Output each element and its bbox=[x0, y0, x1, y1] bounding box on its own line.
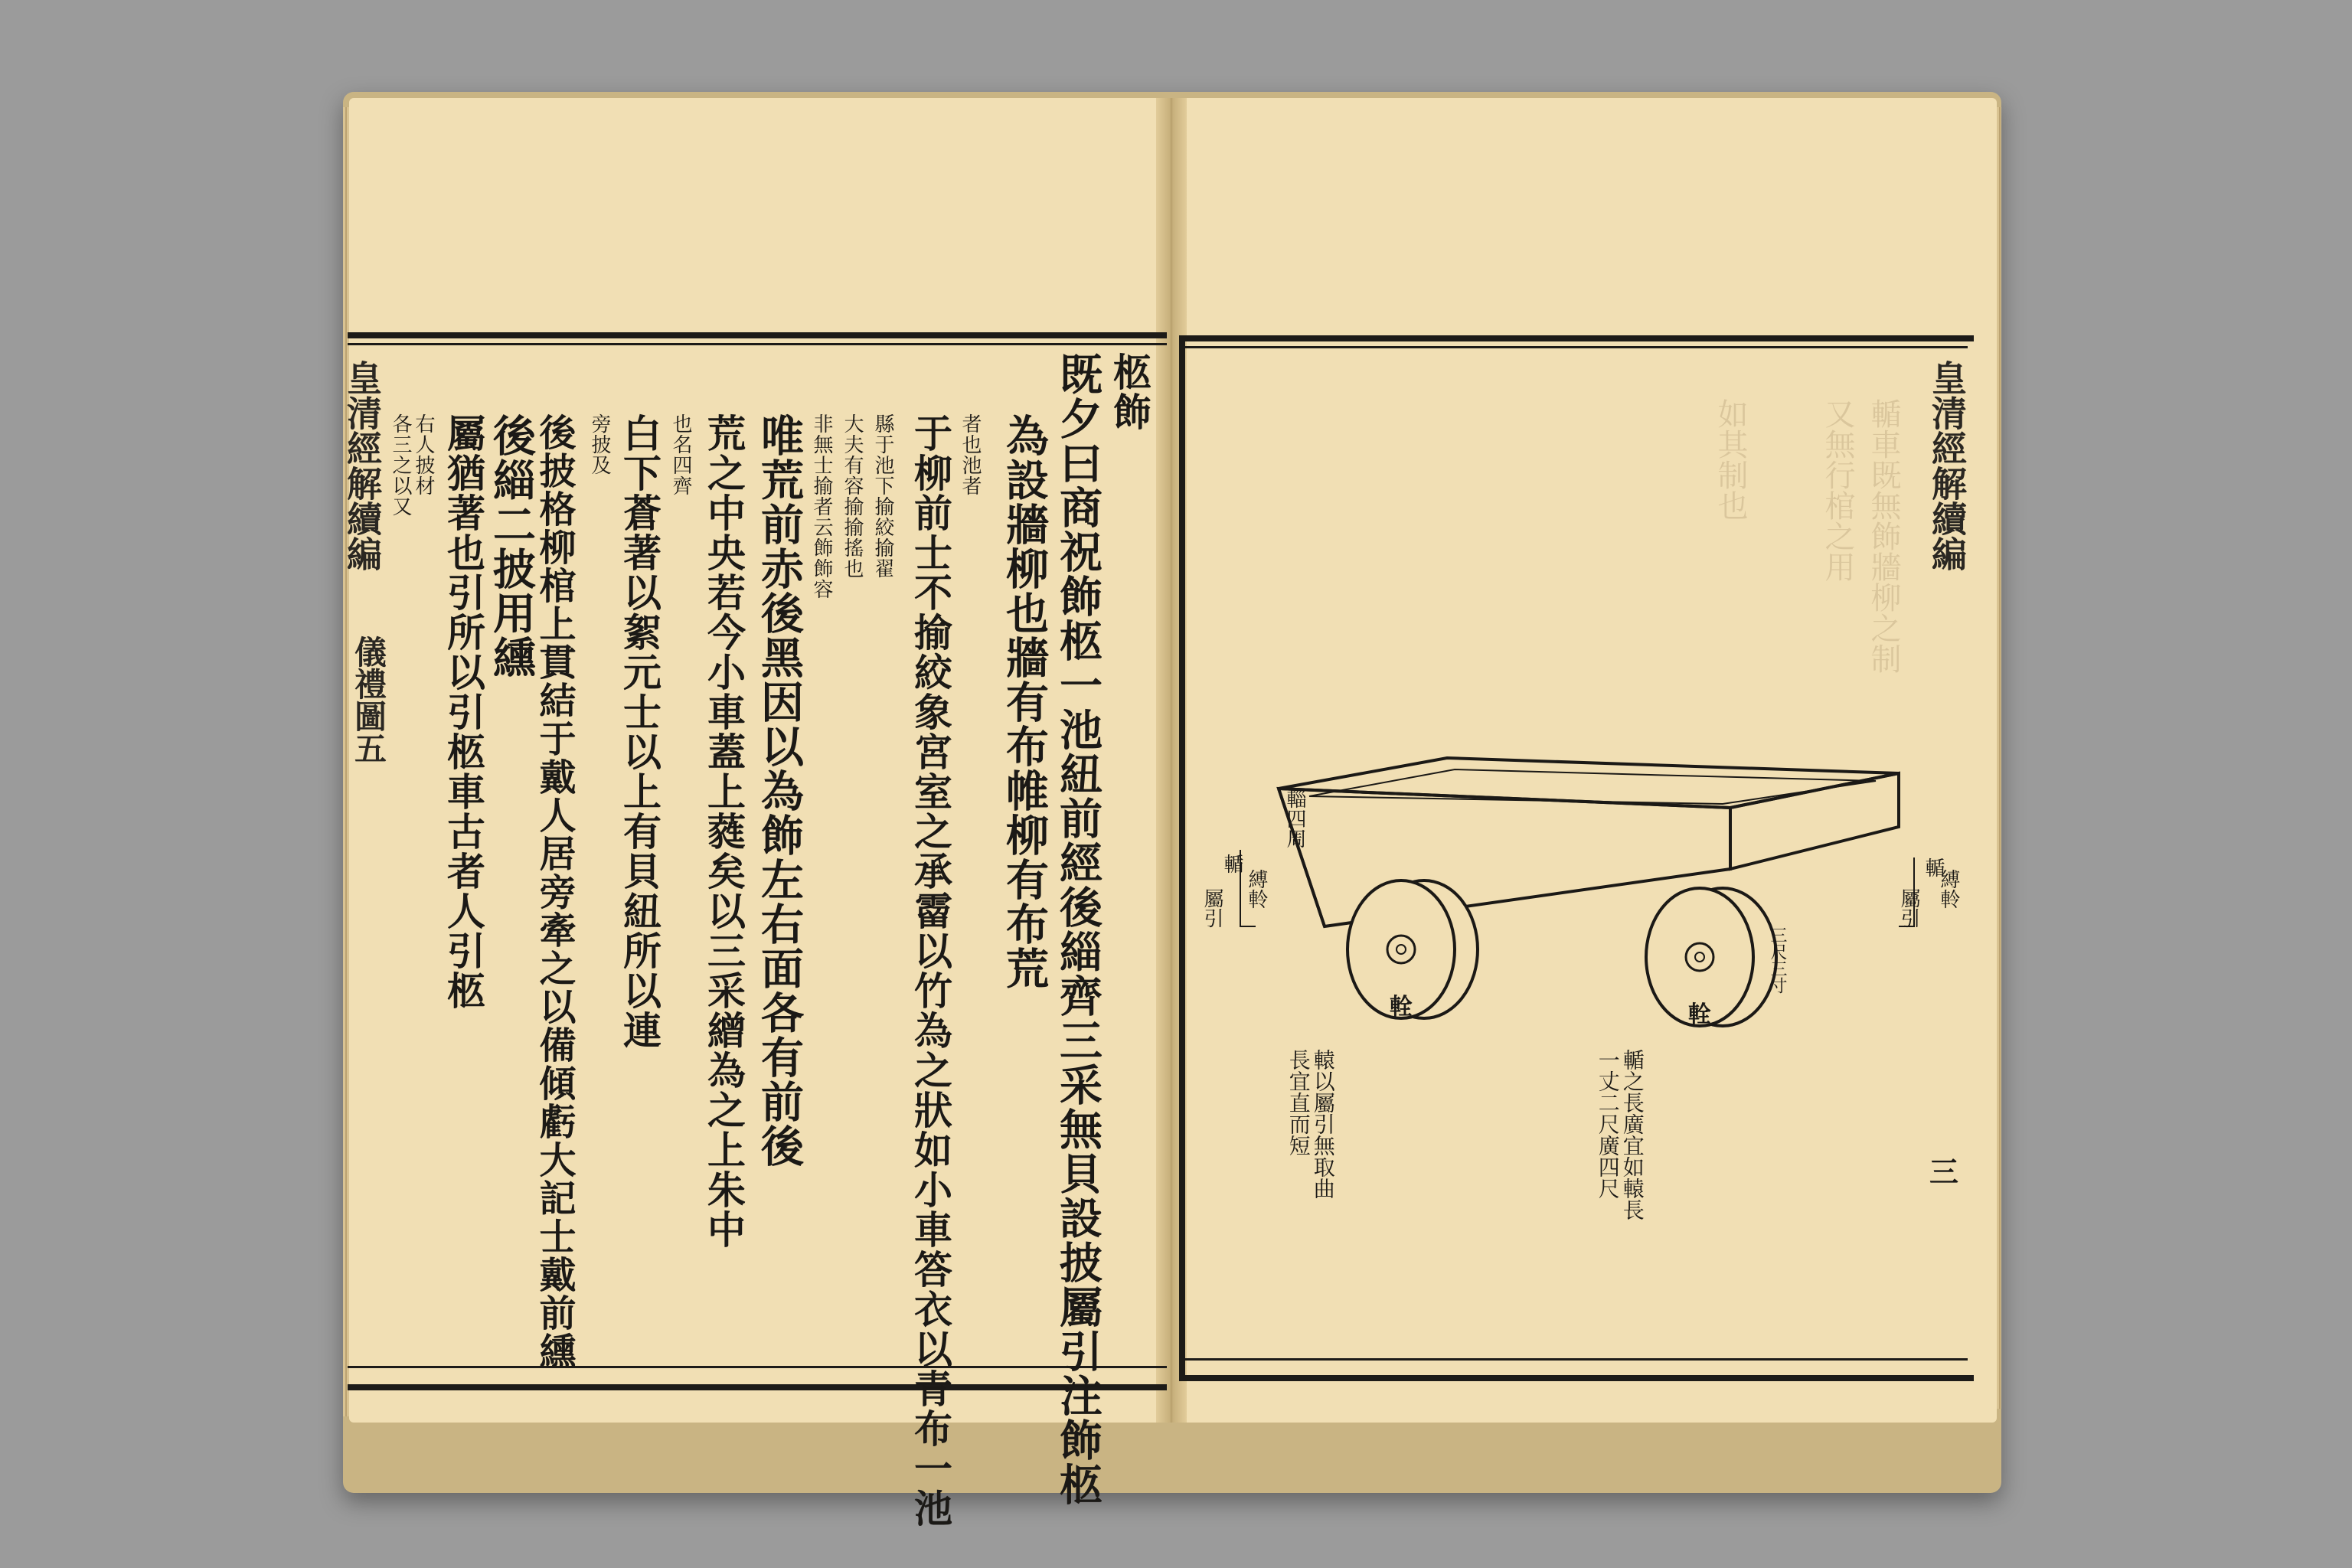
note-column-6: 旁披及 bbox=[588, 413, 611, 475]
text-column-2: 為設牆柳也牆有布帷柳有布荒 bbox=[999, 413, 1050, 991]
note-column-5: 也名四齊 bbox=[669, 413, 692, 496]
left-inner-rule-bottom bbox=[348, 1366, 1167, 1368]
label-right-fu-lu: 縛軨 bbox=[1937, 869, 1960, 909]
text-column-1: 既夕曰商祝飾柩一池紐前經後緇齊三采無貝設披屬引注飾柩 bbox=[1053, 352, 1103, 1507]
right-inner-rule-bottom bbox=[1185, 1358, 1968, 1361]
left-margin-title: 皇清經解續編 bbox=[341, 360, 383, 571]
caption-2: 長宜直而短 bbox=[1285, 1049, 1312, 1156]
text-column-7: 後披格柳棺上貫結于戴人居旁牽之以備傾虧大記士戴前纁 bbox=[533, 413, 576, 1370]
page-number: 三 bbox=[1929, 1155, 1959, 1189]
text-column-4: 唯荒前赤後黑因以為飾左右面各有前後 bbox=[754, 413, 805, 1168]
label-right-shu-yin: 屬引 bbox=[1897, 888, 1920, 928]
label-left-shu-yin: 屬引 bbox=[1200, 888, 1223, 928]
ghost-column-2: 又無行棺之用 bbox=[1820, 398, 1855, 582]
label-dimension: 三尺三寸 bbox=[1768, 926, 1787, 994]
ghost-column-3: 如其制也 bbox=[1713, 398, 1748, 521]
note-column-1: 者也池者 bbox=[959, 413, 982, 496]
label-right-wheel: 輇 bbox=[1688, 1001, 1711, 1028]
note-column-4: 非無士揄者云飾飾容 bbox=[810, 413, 833, 599]
heading-column: 柩飾 bbox=[1107, 352, 1152, 432]
right-margin-title: 皇清經解續編 bbox=[1926, 360, 1968, 571]
label-left-fu-lu: 縛軨 bbox=[1245, 869, 1268, 909]
text-column-3: 于柳前士不揄絞象宮室之承霤以竹為之狀如小車答衣以青布一池 bbox=[908, 413, 953, 1528]
hearse-drawing bbox=[1194, 735, 1960, 1102]
label-right-zhou: 輴 bbox=[1922, 858, 1945, 877]
right-inner-rule-top bbox=[1185, 346, 1968, 348]
note-column-8: 各三之以又 bbox=[389, 413, 412, 517]
left-margin-section: 儀禮圖五 bbox=[350, 635, 387, 764]
label-bei-si-zhou: 輜四周 bbox=[1283, 789, 1306, 848]
text-column-9: 屬猶著也引所以引柩車古者人引柩 bbox=[441, 413, 486, 1011]
text-column-5: 荒之中央若今小車蓋上蕤矣以三采繒為之上朱中 bbox=[701, 413, 746, 1250]
text-column-8: 後緇二披用纁 bbox=[486, 413, 537, 680]
caption-4: 一丈二尺廣四尺 bbox=[1595, 1049, 1621, 1199]
text-column-6: 白下蒼著以絮元士以上有貝紐所以連 bbox=[617, 413, 662, 1050]
label-left-zhou: 輴 bbox=[1220, 854, 1243, 874]
caption-1: 轅以屬引無取曲 bbox=[1310, 1049, 1336, 1199]
left-inner-rule-top bbox=[348, 343, 1167, 345]
caption-3: 輴之長廣宜如轅長 bbox=[1619, 1049, 1645, 1220]
note-column-7: 右人披材 bbox=[412, 413, 435, 496]
note-column-3: 大夫有容揄揄搖也 bbox=[841, 413, 864, 579]
note-column-2: 縣于池下揄絞揄翟 bbox=[871, 413, 894, 579]
bed-side bbox=[1730, 773, 1899, 869]
label-left-wheel: 輇 bbox=[1390, 994, 1413, 1021]
ghost-column-1: 輴車既無飾牆柳之制 bbox=[1866, 398, 1901, 674]
hearse-diagram bbox=[1194, 735, 1960, 1102]
bed-inner-top bbox=[1309, 769, 1876, 804]
